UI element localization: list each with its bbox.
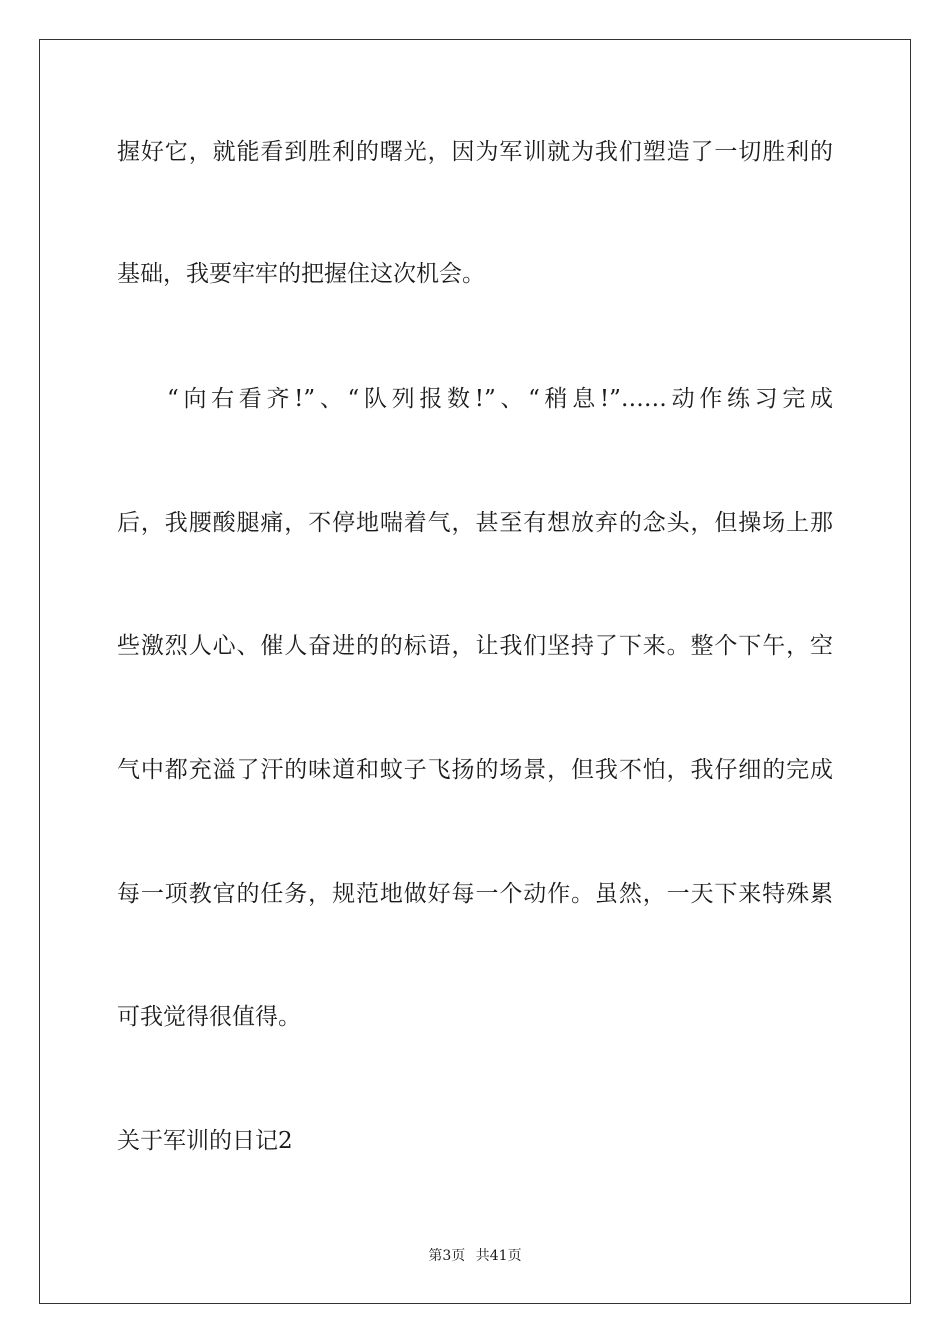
text-line-2: 基础，我要牢牢的把握住这次机会。 — [117, 261, 485, 287]
text-line-5: 些激烈人心、催人奋进的的标语，让我们坚持了下来。整个下午，空 — [117, 633, 833, 659]
text-line-6: 气中都充溢了汗的味道和蚊子飞扬的场景，但我不怕，我仔细的完成 — [117, 757, 833, 783]
page-number: 第3页 — [428, 1248, 466, 1264]
text-line-7: 每一项教官的任务，规范地做好每一个动作。虽然，一天下来特殊累 — [117, 881, 833, 907]
section-heading: 关于军训的日记2 — [117, 1128, 293, 1154]
page-total: 共41页 — [475, 1248, 522, 1264]
page-footer — [0, 1246, 950, 1266]
text-line-4: 后，我腰酸腿痛，不停地喘着气，甚至有想放弃的念头，但操场上那 — [117, 510, 833, 536]
page-border — [39, 39, 911, 1304]
text-line-3: “向右看齐!”、“队列报数!”、“稍息!”……动作练习完成 — [167, 386, 833, 412]
text-line-1: 握好它，就能看到胜利的曙光，因为军训就为我们塑造了一切胜利的 — [117, 139, 833, 165]
text-line-8: 可我觉得很值得。 — [117, 1004, 301, 1030]
